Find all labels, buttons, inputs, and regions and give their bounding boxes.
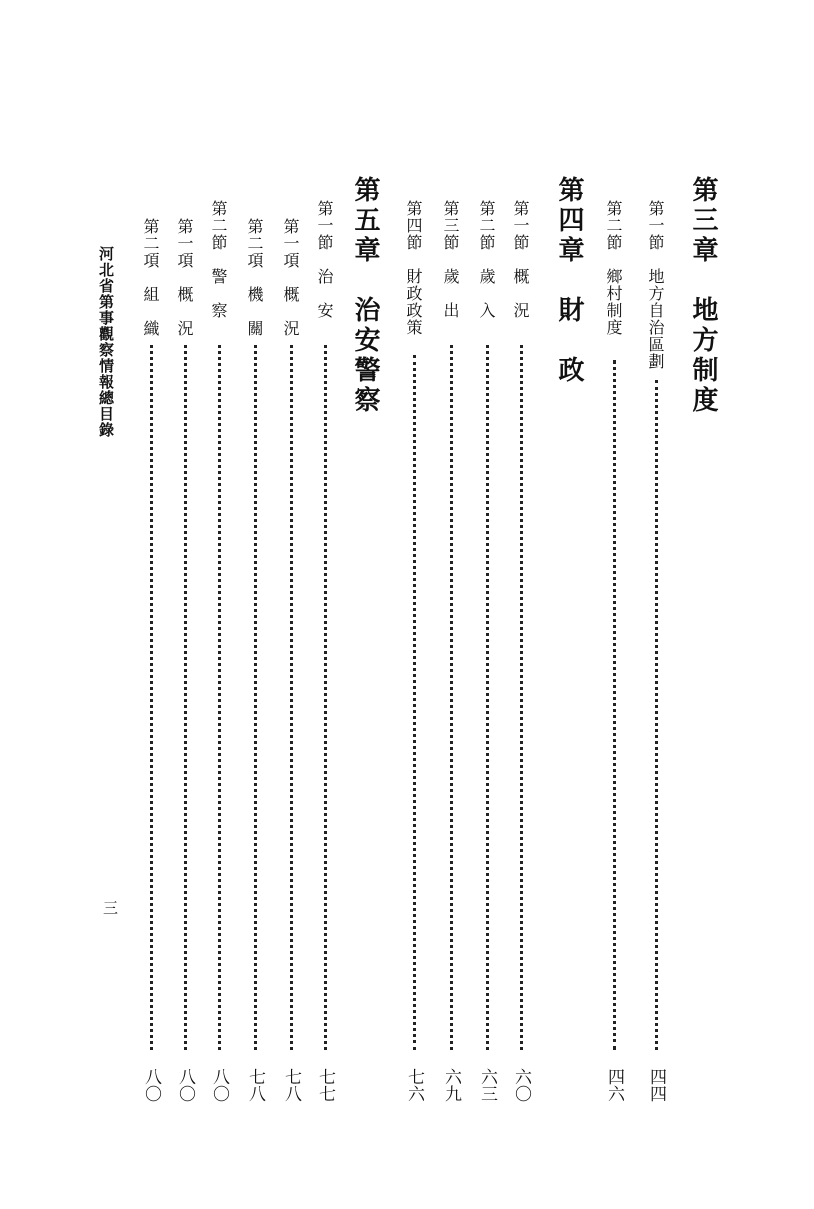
dot-leader bbox=[254, 345, 257, 1050]
page-number: 四四 bbox=[646, 1068, 666, 1102]
dot-leader bbox=[184, 345, 187, 1050]
page-number: 八〇 bbox=[141, 1068, 161, 1102]
section-title: 第一節 地方自治區劃 bbox=[646, 200, 665, 370]
section-title: 第三節 歲 出 bbox=[441, 200, 460, 319]
page-number: 八〇 bbox=[175, 1068, 195, 1102]
page-number: 六〇 bbox=[511, 1068, 531, 1102]
dot-leader bbox=[290, 345, 293, 1050]
page-number: 八〇 bbox=[209, 1068, 229, 1102]
dot-leader bbox=[150, 345, 153, 1050]
dot-leader bbox=[613, 360, 616, 1050]
section-title: 第二項 機 關 bbox=[245, 218, 264, 337]
dot-leader bbox=[324, 345, 327, 1050]
section-title: 第二節 歲 入 bbox=[477, 200, 496, 319]
section-title: 第一項 概 況 bbox=[175, 218, 194, 337]
page-number: 六九 bbox=[441, 1068, 461, 1102]
page-number: 七八 bbox=[245, 1068, 265, 1102]
chapter-title: 第五章 治安警察 bbox=[350, 176, 380, 416]
running-title: 河北省第事觀察情報總目錄 bbox=[97, 246, 115, 438]
page-number: 七七 bbox=[315, 1068, 335, 1102]
section-title: 第一節 治 安 bbox=[315, 200, 334, 319]
page-number: 七八 bbox=[281, 1068, 301, 1102]
page-number: 四六 bbox=[604, 1068, 624, 1102]
dot-leader bbox=[486, 345, 489, 1050]
section-title: 第二節 警 察 bbox=[209, 200, 228, 319]
section-title: 第四節 財政政策 bbox=[404, 200, 423, 336]
page-folio: 三 bbox=[101, 900, 119, 915]
section-title: 第二節 鄉村制度 bbox=[604, 200, 623, 336]
dot-leader bbox=[413, 355, 416, 1050]
dot-leader bbox=[520, 345, 523, 1050]
section-title: 第二項 組 織 bbox=[141, 218, 160, 337]
dot-leader bbox=[218, 345, 221, 1050]
dot-leader bbox=[655, 380, 658, 1050]
page-number: 六三 bbox=[477, 1068, 497, 1102]
chapter-title: 第四章 財 政 bbox=[554, 176, 584, 386]
page-number: 七六 bbox=[404, 1068, 424, 1102]
section-title: 第一節 概 況 bbox=[511, 200, 530, 319]
section-title: 第一項 概 況 bbox=[281, 218, 300, 337]
chapter-title: 第三章 地方制度 bbox=[688, 176, 718, 416]
dot-leader bbox=[450, 345, 453, 1050]
